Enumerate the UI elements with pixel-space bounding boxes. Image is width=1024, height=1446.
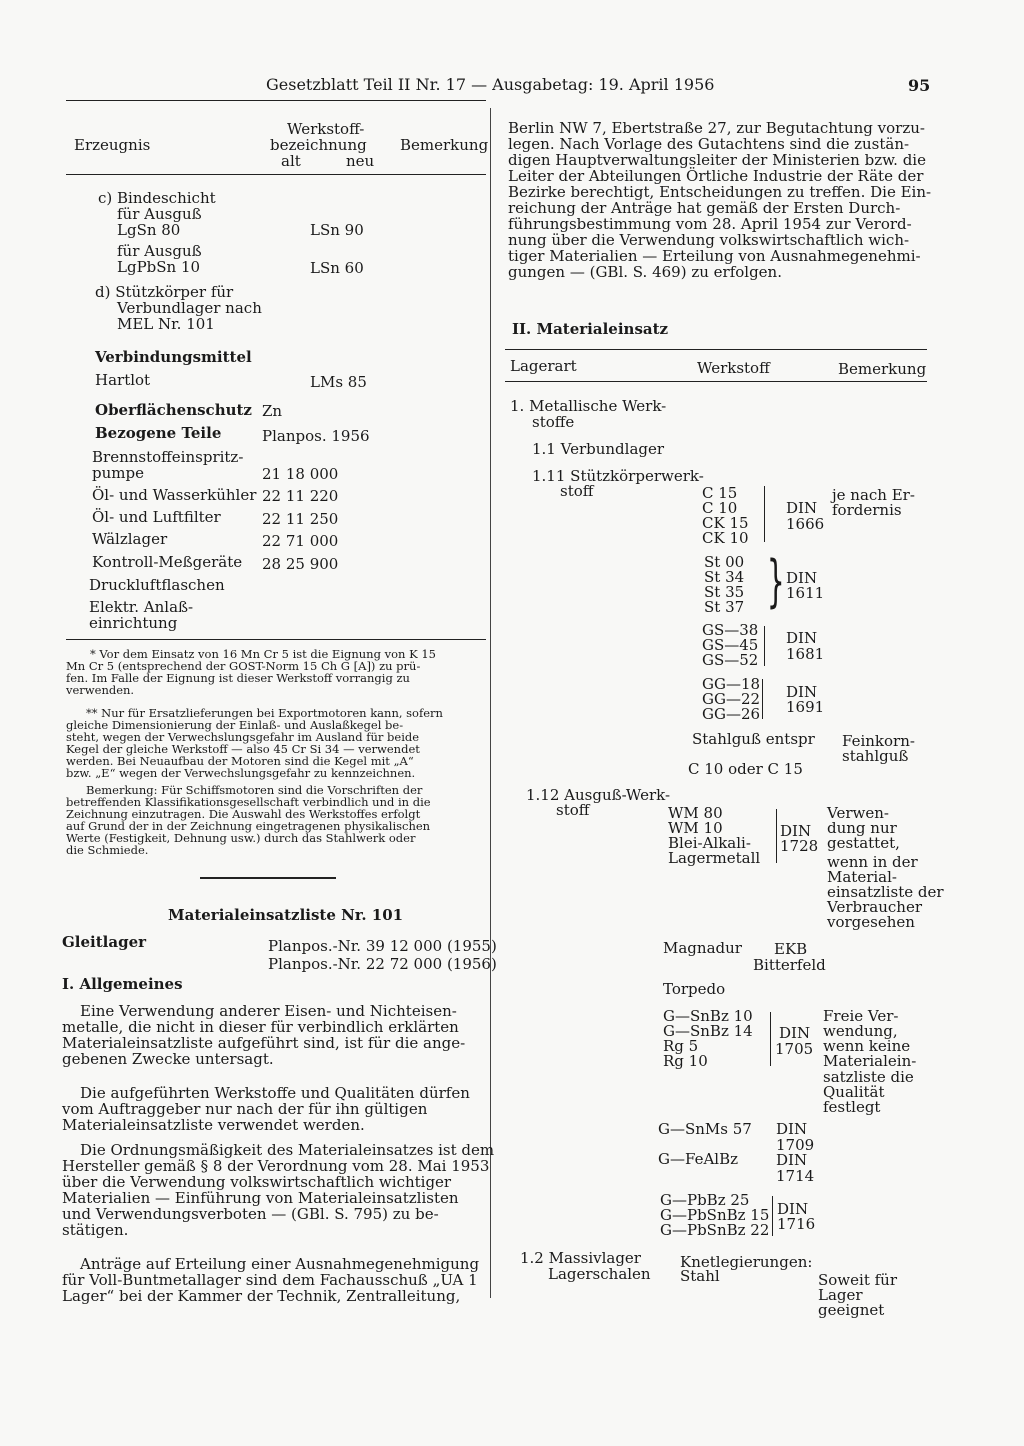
table-header-rule <box>66 174 486 175</box>
p1-line: Eine Verwendung anderer Eisen- und Nichteisen- <box>80 1002 457 1020</box>
din-number-1705: 1705 <box>775 1040 814 1058</box>
p4-line: Lager“ bei der Kammer der Technik, Zentralleitung, <box>62 1287 461 1305</box>
row-1-2-label: 1.2 Massivlager <box>520 1249 641 1267</box>
material-g-snms57: G—SnMs 57 <box>658 1120 752 1138</box>
th-werkstoff-right: Werkstoff <box>697 359 770 377</box>
knetlegierungen: Knetlegierungen: <box>680 1253 813 1271</box>
bemerkung-g5-line1: Verwen- <box>827 804 889 822</box>
material-st00: St 00 <box>704 553 745 571</box>
bemerkung-g6-line4: Materialein- <box>823 1052 917 1070</box>
soweit-line2: Lager <box>818 1286 863 1304</box>
bemerkung-g5-line4: wenn in der <box>827 853 918 871</box>
fn2-line: bzw. „E“ wegen der Verwechslungsgefahr zu kennzeichnen. <box>66 766 416 780</box>
footnote-2 <box>66 707 443 779</box>
pc-line: Leiter der Abteilungen Örtliche Industrie der Räte der <box>508 167 924 185</box>
material-stahl: Stahl <box>680 1267 720 1285</box>
row-1-11-label-2: stoff <box>560 482 594 500</box>
bezogene-teile-heading: Bezogene Teile <box>95 424 222 442</box>
soweit-line3: geeignet <box>818 1301 885 1319</box>
p3-line: Die Ordnungsmäßigkeit des Materialeinsatzes ist dem <box>80 1141 495 1159</box>
fn2-line: werden. Bei Neuaufbau der Motoren sind die Kegel mit „A“ <box>66 754 414 768</box>
row-1-12-label-2: stoff <box>556 801 590 819</box>
brace-group-7 <box>772 1196 773 1236</box>
bemerkung-g6-line1: Freie Ver- <box>823 1007 899 1025</box>
footnote-1 <box>66 648 436 696</box>
table2-header-rule <box>505 381 927 382</box>
p2-line: vom Auftraggeber nur nach der für ihn gültigen <box>62 1100 428 1118</box>
material-g-pbsnbz15: G—PbSnBz 15 <box>660 1206 770 1224</box>
pc-line: Berlin NW 7, Ebertstraße 27, zur Begutachtung vorzu- <box>508 119 925 137</box>
row-c-value1: LSn 90 <box>310 221 364 239</box>
p3-line: stätigen. <box>62 1221 129 1239</box>
fn3-line: Zeichnung einzutragen. Die Auswahl des Werkstoffes erfolgt <box>66 807 421 821</box>
p1-line: Materialeinsatzliste aufgeführt sind, ist für die ange- <box>62 1034 466 1052</box>
fn1-line: fen. Im Falle der Eignung ist dieser Werkstoff vorrangig zu <box>66 671 410 685</box>
column-divider <box>490 108 491 1298</box>
brace-group-5 <box>776 809 777 863</box>
material-g-pbsnbz22: G—PbSnBz 22 <box>660 1221 770 1239</box>
material-c10: C 10 <box>702 499 738 517</box>
material-g-pbbz25: G—PbBz 25 <box>660 1191 750 1209</box>
material-gs45: GS—45 <box>702 636 759 654</box>
fn1-line: * Vor dem Einsatz von 16 Mn Cr 5 ist die Eignung von K 15 <box>90 647 436 661</box>
row-c-line5: LgPbSn 10 <box>117 258 201 276</box>
paragraph-3 <box>62 1142 494 1238</box>
row-1-label-2: stoffe <box>532 413 575 431</box>
page-number: 95 <box>908 76 931 95</box>
p3-line: Materialien — Einführung von Materialeinsatzlisten <box>62 1189 459 1207</box>
soweit-line1: Soweit für <box>818 1271 897 1289</box>
material-ck15: CK 15 <box>702 514 749 532</box>
material-gs38: GS—38 <box>702 621 759 639</box>
brace-group-2: } <box>766 549 785 614</box>
p4-line: Anträge auf Erteilung einer Ausnahmegenehmigung <box>80 1255 480 1273</box>
pc-line: gungen — (GBl. S. 469) zu erfolgen. <box>508 263 782 281</box>
th-bemerkung-right: Bemerkung <box>838 360 927 378</box>
material-g-fealbz: G—FeAlBz <box>658 1150 739 1168</box>
planpos-2: Planpos.-Nr. 22 72 000 (1956) <box>268 955 497 973</box>
bemerkung-g5-line6: einsatzliste der <box>827 883 944 901</box>
oel-luft-value: 22 11 250 <box>262 510 339 528</box>
fn2-line: Kegel der gleiche Werkstoff — also 45 Cr Si 34 — verwendet <box>66 742 420 756</box>
table2-top-rule <box>505 349 927 350</box>
paragraph-4 <box>62 1256 479 1304</box>
material-rg10: Rg 10 <box>663 1052 708 1070</box>
p3-line: Hersteller gemäß § 8 der Verordnung vom 28. Mai 1953 <box>62 1157 490 1175</box>
th-neu: neu <box>346 152 375 170</box>
th-bemerkung: Bemerkung <box>400 136 489 154</box>
din-number-1728: 1728 <box>780 837 819 855</box>
row-d-line2: Verbundlager nach <box>117 299 262 317</box>
oberflaechenschutz-value: Zn <box>262 402 283 420</box>
p1-line: metalle, die nicht in dieser für verbindlich erklärten <box>62 1018 459 1036</box>
pc-line: tiger Materialien — Erteilung von Ausnahmegenehmi- <box>508 247 921 265</box>
waelzlager-label: Wälzlager <box>92 530 168 548</box>
feinkorn-line1: Feinkorn- <box>842 732 915 750</box>
row-1-1-label: 1.1 Verbundlager <box>532 440 665 458</box>
row-d-line3: MEL Nr. 101 <box>117 315 215 333</box>
din-label-2: DIN <box>786 569 818 587</box>
material-rg5: Rg 5 <box>663 1037 699 1055</box>
pc-line: nung über die Verwendung volkswirtschaftlich wich- <box>508 231 910 249</box>
pc-line: reichung der Anträge hat gemäß der Ersten Durch- <box>508 199 901 217</box>
allgemeines-heading: I. Allgemeines <box>62 975 183 993</box>
bemerkung-g6-line6: Qualität <box>823 1083 885 1101</box>
fn2-line: ** Nur für Ersatzlieferungen bei Exportmotoren kann, sofern <box>86 706 443 720</box>
row-1-12-label: 1.12 Ausguß-Werk- <box>526 786 671 804</box>
fn3-line: betreffenden Klassifikationsgesellschaft verbindlich und in die <box>66 795 431 809</box>
material-wm80: WM 80 <box>668 804 723 822</box>
brace-group-4 <box>762 679 763 719</box>
th-werkstoff: Werkstoff- <box>287 120 365 138</box>
din-number-1716: 1716 <box>777 1215 816 1233</box>
footnote-rule <box>66 639 486 640</box>
pc-line: legen. Nach Vorlage des Gutachtens sind die zustän- <box>508 135 910 153</box>
material-torpedo: Torpedo <box>663 980 726 998</box>
bemerkung-g6-line7: festlegt <box>823 1098 881 1116</box>
fn3-line: die Schmiede. <box>66 843 149 857</box>
th-bezeichnung: bezeichnung <box>270 136 367 154</box>
fn3-line: Werte (Festigkeit, Dehnung usw.) durch das Stahlwerk oder <box>66 831 416 845</box>
druckluft-label: Druckluftflaschen <box>89 576 225 594</box>
kontroll-value: 28 25 900 <box>262 555 339 573</box>
din-number-1709: 1709 <box>776 1136 815 1154</box>
material-magnadur: Magnadur <box>663 939 742 957</box>
material-st35: St 35 <box>704 583 745 601</box>
elektr-label-2: einrichtung <box>89 614 178 632</box>
bemerkung-g6-line5: satzliste die <box>823 1068 914 1086</box>
pc-line: führungsbestimmung vom 28. April 1954 zur Verord- <box>508 215 912 233</box>
planpos-1: Planpos.-Nr. 39 12 000 (1955) <box>268 937 497 955</box>
c10-oder-c15: C 10 oder C 15 <box>688 760 803 778</box>
fn3-line: Bemerkung: Für Schiffsmotoren sind die Vorschriften der <box>86 783 423 797</box>
paragraph-1 <box>62 1003 465 1067</box>
fn3-line: auf Grund der in der Zeichnung eingetragenen physikalischen <box>66 819 431 833</box>
material-blei-alkali: Blei-Alkali- <box>668 834 751 852</box>
bemerkung-g1-line1: je nach Er- <box>832 486 915 504</box>
gleitlager-heading: Gleitlager <box>62 933 147 951</box>
material-c15: C 15 <box>702 484 738 502</box>
p2-line: Die aufgeführten Werkstoffe und Qualitäten dürfen <box>80 1084 470 1102</box>
section-separator <box>200 877 336 879</box>
row-1-label: 1. Metallische Werk- <box>510 397 667 415</box>
oel-wasser-value: 22 11 220 <box>262 487 339 505</box>
din-label-6: DIN <box>779 1024 811 1042</box>
bemerkung-g5-line5: Material- <box>827 868 897 886</box>
din-number-1611: 1611 <box>786 584 825 602</box>
material-g-snbz10: G—SnBz 10 <box>663 1007 753 1025</box>
din-label-4: DIN <box>786 683 818 701</box>
pc-line: digen Hauptverwaltungsleiter der Ministerien bzw. die <box>508 151 926 169</box>
brace-group-1 <box>764 486 765 542</box>
row-c-label: c) Bindeschicht <box>98 189 216 207</box>
row-c-value2: LSn 60 <box>310 259 364 277</box>
paragraph-2 <box>62 1085 470 1133</box>
footnote-bemerkung <box>66 784 431 856</box>
din-number-1666: 1666 <box>786 515 825 533</box>
th-lagerart: Lagerart <box>510 357 577 375</box>
din-number-1691: 1691 <box>786 698 825 716</box>
page-header-title: Gesetzblatt Teil II Nr. 17 — Ausgabetag: 19. April 1956 <box>266 75 715 94</box>
section-2-heading: II. Materialeinsatz <box>512 320 669 338</box>
din-number-1681: 1681 <box>786 645 825 663</box>
elektr-label: Elektr. Anlaß- <box>89 598 194 616</box>
header-rule-left <box>66 100 486 101</box>
oberflaechenschutz-heading: Oberflächenschutz <box>95 401 252 419</box>
bemerkung-g1-line2: fordernis <box>832 501 902 519</box>
material-gs52: GS—52 <box>702 651 759 669</box>
p3-line: über die Verwendung volkswirtschaftlich wichtiger <box>62 1173 452 1191</box>
brace-group-3 <box>764 626 765 666</box>
material-gg18: GG—18 <box>702 675 761 693</box>
pc-line: Bezirke berechtigt, Entscheidungen zu treffen. Die Ein- <box>508 183 932 201</box>
fn2-line: steht, wegen der Verwechslungsgefahr im Ausland für beide <box>66 730 420 744</box>
fn2-line: gleiche Dimensionierung der Einlaß- und Auslaßkegel be- <box>66 718 404 732</box>
brenn-label-2: pumpe <box>92 464 144 482</box>
hartlot-label: Hartlot <box>95 371 151 389</box>
brenn-label: Brennstoffeinspritz- <box>92 448 244 466</box>
bemerkung-g5-line2: dung nur <box>827 819 897 837</box>
bezogene-teile-value: Planpos. 1956 <box>262 427 370 445</box>
stahlguss-entspr: Stahlguß entspr <box>692 730 815 748</box>
row-c-line3: LgSn 80 <box>117 221 181 239</box>
bemerkung-g5-line3: gestattet, <box>827 834 900 852</box>
row-1-2-label-2: Lagerschalen <box>548 1265 651 1283</box>
bitterfeld-label: Bitterfeld <box>753 956 826 974</box>
row-c-line4: für Ausguß <box>117 242 202 260</box>
din-number-1714: 1714 <box>776 1167 815 1185</box>
p2-line: Materialeinsatzliste verwendet werden. <box>62 1116 365 1134</box>
liste-title: Materialeinsatzliste Nr. 101 <box>168 906 404 924</box>
paragraph-continued <box>508 120 931 280</box>
material-gg26: GG—26 <box>702 705 761 723</box>
row-1-11-label: 1.11 Stützkörperwerk- <box>532 467 704 485</box>
din-label-fealbz: DIN <box>776 1151 808 1169</box>
oel-wasser-label: Öl- und Wasserkühler <box>92 486 257 504</box>
material-gg22: GG—22 <box>702 690 761 708</box>
fn1-line: Mn Cr 5 (entsprechend der GOST-Norm 15 Ch G [A]) zu prü- <box>66 659 421 673</box>
bemerkung-g5-line7: Verbraucher <box>827 898 922 916</box>
din-label-3: DIN <box>786 629 818 647</box>
p3-line: und Verwendungsverboten — (GBl. S. 795) zu be- <box>62 1205 439 1223</box>
th-alt: alt <box>281 152 301 170</box>
material-g-snbz14: G—SnBz 14 <box>663 1022 753 1040</box>
oel-luft-label: Öl- und Luftfilter <box>92 508 221 526</box>
din-label-5: DIN <box>780 822 812 840</box>
p1-line: gebenen Zwecke untersagt. <box>62 1050 274 1068</box>
brenn-value: 21 18 000 <box>262 465 339 483</box>
din-label-1: DIN <box>786 499 818 517</box>
waelzlager-value: 22 71 000 <box>262 532 339 550</box>
th-erzeugnis: Erzeugnis <box>74 136 151 154</box>
bemerkung-g6-line2: wendung, <box>823 1022 898 1040</box>
row-c-line2: für Ausguß <box>117 205 202 223</box>
material-ck10: CK 10 <box>702 529 749 547</box>
verbindungsmittel-heading: Verbindungsmittel <box>95 348 252 366</box>
hartlot-value: LMs 85 <box>310 373 367 391</box>
p4-line: für Voll-Buntmetallager sind dem Fachausschuß „UA 1 <box>62 1271 478 1289</box>
material-lagermetall: Lagermetall <box>668 849 761 867</box>
din-label-7: DIN <box>777 1200 809 1218</box>
brace-group-6 <box>770 1012 771 1066</box>
material-st37: St 37 <box>704 598 745 616</box>
material-wm10: WM 10 <box>668 819 723 837</box>
row-d-label: d) Stützkörper für <box>95 283 234 301</box>
kontroll-label: Kontroll-Meßgeräte <box>92 553 243 571</box>
ekb-label: EKB <box>774 940 808 958</box>
bemerkung-g5-line8: vorgesehen <box>827 913 915 931</box>
material-st34: St 34 <box>704 568 745 586</box>
fn1-line: verwenden. <box>66 683 135 697</box>
feinkorn-line2: stahlguß <box>842 747 909 765</box>
bemerkung-g6-line3: wenn keine <box>823 1037 911 1055</box>
din-label-snms: DIN <box>776 1120 808 1138</box>
